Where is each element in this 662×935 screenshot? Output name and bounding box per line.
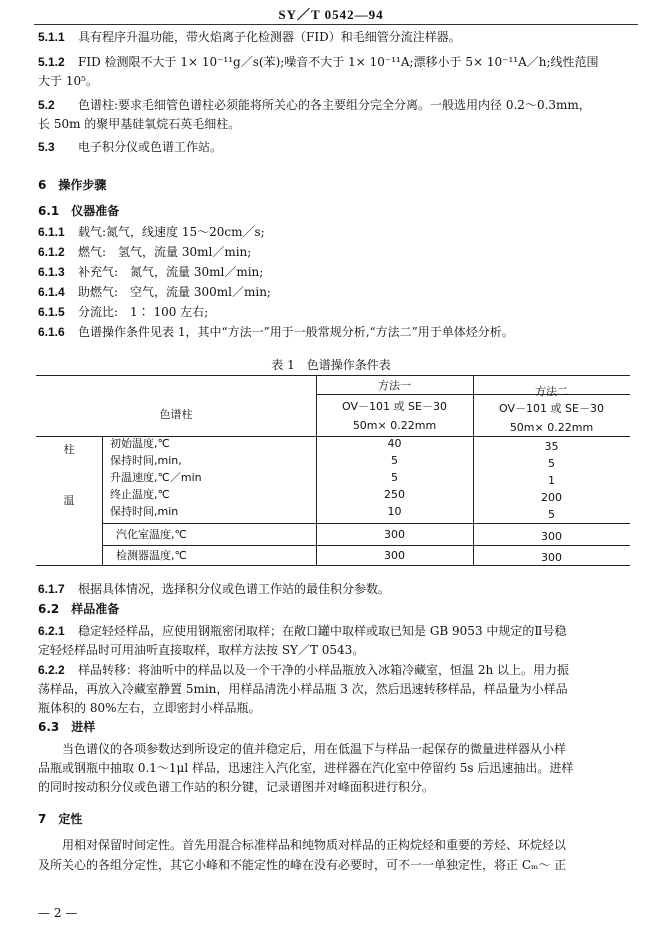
para-6-2-2-cont: 瓶体积的 80%左右，立即密封小样品瓶。 [38, 701, 261, 715]
row-value-method-2: 5 [548, 508, 555, 521]
method-1-column-size: 50m× 0.22mm [352, 419, 437, 432]
row-label: 升温速度,℃／min [110, 471, 202, 484]
row-label: 保持时间,min, [110, 454, 182, 467]
vaporizer-temperature-label: 汽化室温度,℃ [116, 528, 187, 541]
detector-temperature-method-1: 300 [384, 549, 405, 562]
para-6-1-6: 6.1.6 色谱操作条件见表 1，其中“方法一”用于一般常规分析,“方法二”用于单体烃分析。 [38, 325, 514, 339]
para-6-1-3: 6.1.3 补充气: 氮气，流量 30ml／min; [38, 265, 264, 279]
row-value-method-2: 200 [541, 491, 562, 504]
para-7: 用相对保留时间定性。首先用混合标准样品和纯物质对样品的正构烷烃和重要的芳烃、环烷烃以 [62, 838, 567, 852]
conditions-table [36, 375, 630, 565]
section-7-title: 7 定性 [38, 812, 83, 826]
table-rule [36, 565, 630, 566]
para-7-cont: 及所关心的各组分定性，其它小峰和不能定性的峰在没有必要时，可不一一单独定性，将正 Cₘ～ 正 [38, 858, 567, 872]
table-rule [102, 545, 630, 546]
method-1-column-type: OV－101 或 SE－30 [342, 400, 447, 413]
para-5-2: 5.2 色谱柱:要求毛细管色谱柱必须能将所关心的各主要组分完全分离。一般选用内径 0.2～0.3mm， [38, 98, 591, 112]
method-2-column-type: OV－101 或 SE－30 [499, 402, 604, 415]
row-value-method-1: 10 [387, 505, 402, 518]
vaporizer-temperature-method-1: 300 [384, 528, 405, 541]
section-6-title: 6 操作步骤 [38, 178, 107, 192]
section-6-1-title: 6.1 仪器准备 [38, 204, 120, 218]
row-value-method-2: 1 [548, 474, 555, 487]
row-value-method-2: 35 [544, 440, 559, 453]
para-6-2-2: 6.2.2 样品转移：将油听中的样品以及一个干净的小样品瓶放入冰箱冷藏室，恒温 2h 以上。用力振 [38, 663, 569, 677]
detector-temperature-label: 检测器温度,℃ [116, 549, 187, 562]
para-5-1-2-cont: 大于 10⁵。 [38, 74, 98, 88]
detector-temperature-method-2: 300 [541, 551, 562, 564]
section-6-2-title: 6.2 样品准备 [38, 602, 120, 616]
row-value-method-1: 5 [391, 471, 398, 484]
page-number: — 2 — [38, 906, 78, 920]
para-5-1-1: 5.1.1 具有程序升温功能，带火焰离子化检测器（FID）和毛细管分流注样器。 [38, 30, 461, 44]
para-5-2-cont: 长 50m 的聚甲基硅氧烷石英毛细柱。 [38, 117, 241, 131]
method-2-column-size: 50m× 0.22mm [509, 421, 594, 434]
page-header: SY／T 0542—94 [278, 7, 384, 22]
para-6-3: 当色谱仪的各项参数达到所设定的值并稳定后，用在低温下与样品一起保存的微量进样器从小样 [62, 742, 567, 756]
method-2-header: 方法二 [535, 385, 568, 398]
para-6-3-cont: 的同时按动积分仪或色谱工作站的积分键，记录谱图并对峰面积进行积分。 [38, 780, 435, 794]
row-value-method-1: 250 [384, 488, 405, 501]
row-value-method-2: 5 [548, 457, 555, 470]
group-label-temperature: 温 [63, 494, 75, 507]
para-6-1-7: 6.1.7 根据具体情况，选择积分仪或色谱工作站的最佳积分参数。 [38, 582, 391, 596]
para-6-1-2: 6.1.2 燃气: 氢气，流量 30ml／min; [38, 245, 252, 259]
row-value-method-1: 5 [391, 454, 398, 467]
group-label-column: 柱 [63, 443, 75, 456]
para-5-3: 5.3 电子积分仪或色谱工作站。 [38, 140, 223, 154]
column-header: 色谱柱 [159, 408, 193, 421]
para-6-3-cont: 品瓶或钢瓶中抽取 0.1～1μl 样品，迅速注入汽化室，进样器在汽化室中停留约 5s 后迅速抽出。进样 [38, 761, 574, 775]
para-6-1-1: 6.1.1 载气:氮气，线速度 15～20cm／s; [38, 225, 265, 239]
vaporizer-temperature-method-2: 300 [541, 530, 562, 543]
header-rule [34, 24, 638, 25]
row-label: 保持时间,min [110, 505, 179, 518]
para-6-2-1: 6.2.1 稳定轻烃样品，应使用钢瓶密闭取样；在敞口罐中取样或取已知是 GB 9053 中规定的Ⅱ号稳 [38, 624, 567, 638]
para-6-2-2-cont: 荡样品，再放入冷藏室静置 5min，用样品清洗小样品瓶 3 次，然后迅速转移样品，样品量为小样品 [38, 682, 568, 696]
table-rule [102, 436, 103, 565]
para-6-1-5: 6.1.5 分流比: 1∶ 100 左右; [38, 305, 209, 319]
para-6-1-4: 6.1.4 助燃气: 空气，流量 300ml／min; [38, 285, 271, 299]
table-caption: 表 1 色谱操作条件表 [271, 358, 391, 372]
row-label: 终止温度,℃ [110, 488, 170, 501]
row-label: 初始温度,℃ [110, 437, 170, 450]
para-6-2-1-cont: 定轻烃样品时可用油听直接取样，取样方法按 SY／T 0543。 [38, 643, 365, 657]
method-1-header: 方法一 [378, 379, 411, 392]
para-5-1-2: 5.1.2 FID 检测限不大于 1× 10⁻¹¹g／s(苯);噪音不大于 1× 10⁻¹¹A;漂移小于 5× 10⁻¹¹A／h;线性范围 [38, 55, 599, 69]
table-rule [36, 375, 630, 376]
table-rule [102, 523, 630, 524]
row-value-method-1: 40 [387, 437, 402, 450]
section-6-3-title: 6.3 进样 [38, 720, 96, 734]
